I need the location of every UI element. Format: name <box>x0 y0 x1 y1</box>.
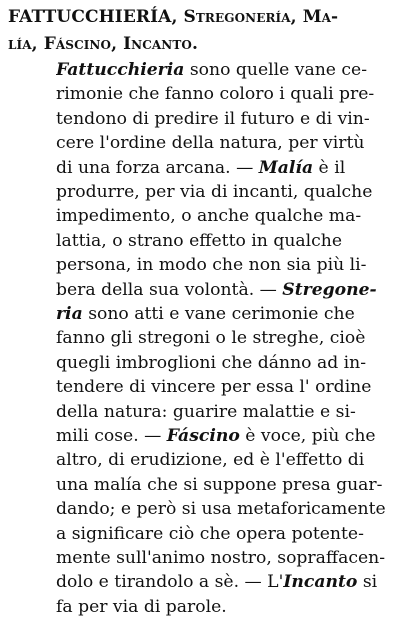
body-line <box>56 473 398 497</box>
body-text: sono atti e vane cerimonie che <box>82 304 355 324</box>
body-text: altro, di erudizione, ed è l'effetto di <box>56 450 365 471</box>
body-text: lattia, o strano effetto in qualche <box>56 230 343 251</box>
term-italic: Stregone- <box>282 279 377 300</box>
body-line <box>56 522 398 546</box>
headword-incanto: Incanto <box>123 34 192 54</box>
body-text: mili cose. — <box>56 426 167 446</box>
body-line <box>56 278 398 302</box>
body-line <box>56 82 398 106</box>
body-text: impedimento, o anche qualche ma- <box>56 206 362 227</box>
body-line <box>56 107 398 131</box>
body-line <box>56 570 398 594</box>
body-text: bera della sua volontà. — <box>56 279 283 300</box>
body-line <box>56 546 398 570</box>
heading-period: . <box>191 34 198 54</box>
body-text: della natura: guarire malattie e si- <box>56 401 356 422</box>
body-line <box>56 302 398 326</box>
body-line <box>56 156 398 180</box>
body-text: tendere di vincere per essa l' ordine <box>56 377 372 398</box>
term-italic: Malía <box>258 157 314 178</box>
heading-separator: , <box>171 7 184 27</box>
body-text: mente sull'animo nostro, sopraffacen- <box>56 548 386 568</box>
body-text: quegli imbroglioni che dánno ad in- <box>56 352 367 373</box>
heading-separator: , <box>290 7 303 27</box>
body-line <box>56 351 398 375</box>
headword-fascino: Fáscino <box>43 34 112 54</box>
body-text: dando; e però si usa metaforicamente <box>56 499 386 520</box>
body-line <box>56 131 398 155</box>
term-italic: Fattucchieria <box>56 60 185 80</box>
term-italic: Incanto <box>283 572 358 593</box>
body-text: rimonie che fanno coloro i quali pre- <box>56 84 375 105</box>
headword-stregoneria: Stregonería <box>183 7 291 27</box>
body-text: sono quelle vane ce- <box>184 60 368 80</box>
term-italic: ria <box>56 304 83 324</box>
headword-malia-part: Ma- <box>302 7 339 27</box>
body-line <box>56 58 398 82</box>
body-line <box>56 375 398 399</box>
body-text: fanno gli stregoni o le streghe, cioè <box>56 328 366 349</box>
body-text: di una forza arcana. — <box>56 157 259 178</box>
body-text: a significare ciò che opera potente- <box>56 523 364 544</box>
body-text: dolo e tirandolo a sè. — L' <box>56 572 284 593</box>
body-line <box>56 448 398 472</box>
body-line <box>56 180 398 204</box>
body-text: produrre, per via di incanti, qualche <box>56 182 373 202</box>
body-line <box>56 595 398 619</box>
body-line <box>56 326 398 350</box>
entry-heading <box>8 4 400 58</box>
heading-separator: , <box>31 34 44 54</box>
body-text: è voce, più che <box>239 426 376 446</box>
body-text: fa per via di parole. <box>56 596 227 617</box>
body-line <box>56 253 398 277</box>
entry-heading-line-2 <box>8 31 400 58</box>
body-line <box>56 204 398 228</box>
heading-separator: , <box>111 34 124 54</box>
entry-heading-line-1 <box>8 4 400 31</box>
body-text: tendono di predire il futuro e di vin- <box>56 108 370 129</box>
headword-fattucchieria: FATTUCCHIERÍA <box>8 7 172 27</box>
body-text: persona, in modo che non sia più li- <box>56 255 367 276</box>
body-text: è il <box>313 157 346 178</box>
body-text: si <box>357 572 378 593</box>
body-line <box>56 497 398 521</box>
term-italic: Fáscino <box>166 426 240 446</box>
body-line <box>56 424 398 448</box>
body-text: una malía che si suppone presa guar- <box>56 474 383 495</box>
body-line <box>56 400 398 424</box>
headword-malia-rest: lía <box>8 34 32 54</box>
body-line <box>56 229 398 253</box>
body-text: cere l'ordine della natura, per virtù <box>56 133 365 154</box>
